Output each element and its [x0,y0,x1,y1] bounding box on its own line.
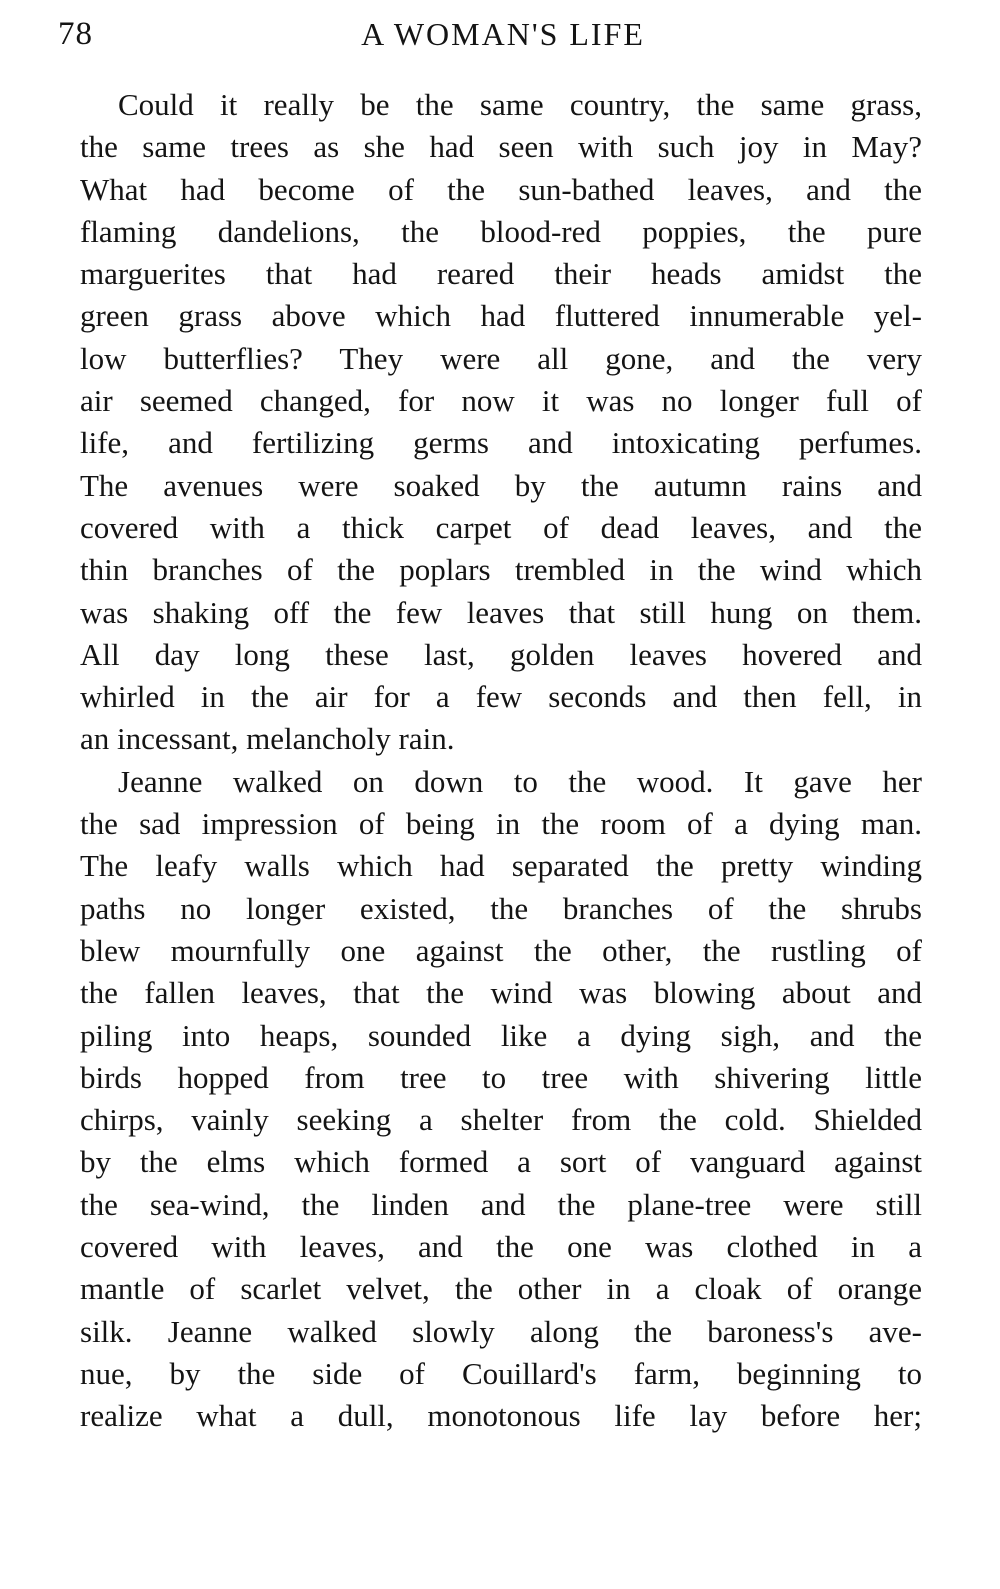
text-line: realize what a dull, monotonous life lay before her; [80,1398,922,1434]
text-line: What had become of the sun-bathed leaves, and the [80,171,922,207]
text-line: life, and fertilizing germs and intoxicating perfumes. [80,425,922,461]
text-line: The leafy walls which had separated the pretty winding [80,848,922,884]
text-line: covered with leaves, and the one was clothed in a [80,1229,922,1265]
text-line: Jeanne walked on down to the wood. It gave her [118,763,922,799]
text-line: piling into heaps, sounded like a dying sigh, and the [80,1017,922,1053]
running-title: A WOMAN'S LIFE [361,16,645,52]
text-line: chirps, vainly seeking a shelter from the cold. Shielded [80,1102,922,1138]
text-line: covered with a thick carpet of dead leaves, and the [80,509,922,545]
text-line: green grass above which had fluttered innumerable yel- [80,298,922,334]
text-line: paths no longer existed, the branches of the shrubs [80,890,922,926]
text-line: the sad impression of being in the room of a dying man. [80,806,922,842]
text-line: low butterflies? They were all gone, and the very [80,340,922,376]
text-line: flaming dandelions, the blood-red poppies, the pure [80,213,922,249]
text-line: The avenues were soaked by the autumn rains and [80,467,922,503]
text-line: the same trees as she had seen with such joy in May? [80,129,922,165]
text-line: the sea-wind, the linden and the plane-tree were still [80,1186,922,1222]
text-line: was shaking off the few leaves that still hung on them. [80,594,922,630]
text-line: birds hopped from tree to tree with shivering little [80,1059,922,1095]
text-line: by the elms which formed a sort of vanguard against [80,1144,922,1180]
text-line: Could it really be the same country, the same grass, [118,87,922,122]
text-line: thin branches of the poplars trembled in the wind which [80,552,922,588]
text-line: marguerites that had reared their heads amidst the [80,256,922,292]
text-line: an incessant, melancholy rain. [80,721,455,757]
text-line: air seemed changed, for now it was no longer full of [80,383,922,419]
text-line: silk. Jeanne walked slowly along the baroness's ave- [80,1313,922,1349]
body-text [80,84,922,1438]
page-number: 78 [58,16,93,52]
text-line: mantle of scarlet velvet, the other in a cloak of orange [80,1271,922,1307]
text-line: nue, by the side of Couillard's farm, beginning to [80,1355,922,1391]
text-line: All day long these last, golden leaves hovered and [80,636,922,672]
text-line: the fallen leaves, that the wind was blowing about and [80,975,922,1011]
page-header [58,12,928,56]
text-line: whirled in the air for a few seconds and then fell, in [80,679,922,715]
text-line: blew mournfully one against the other, the rustling of [80,932,922,968]
